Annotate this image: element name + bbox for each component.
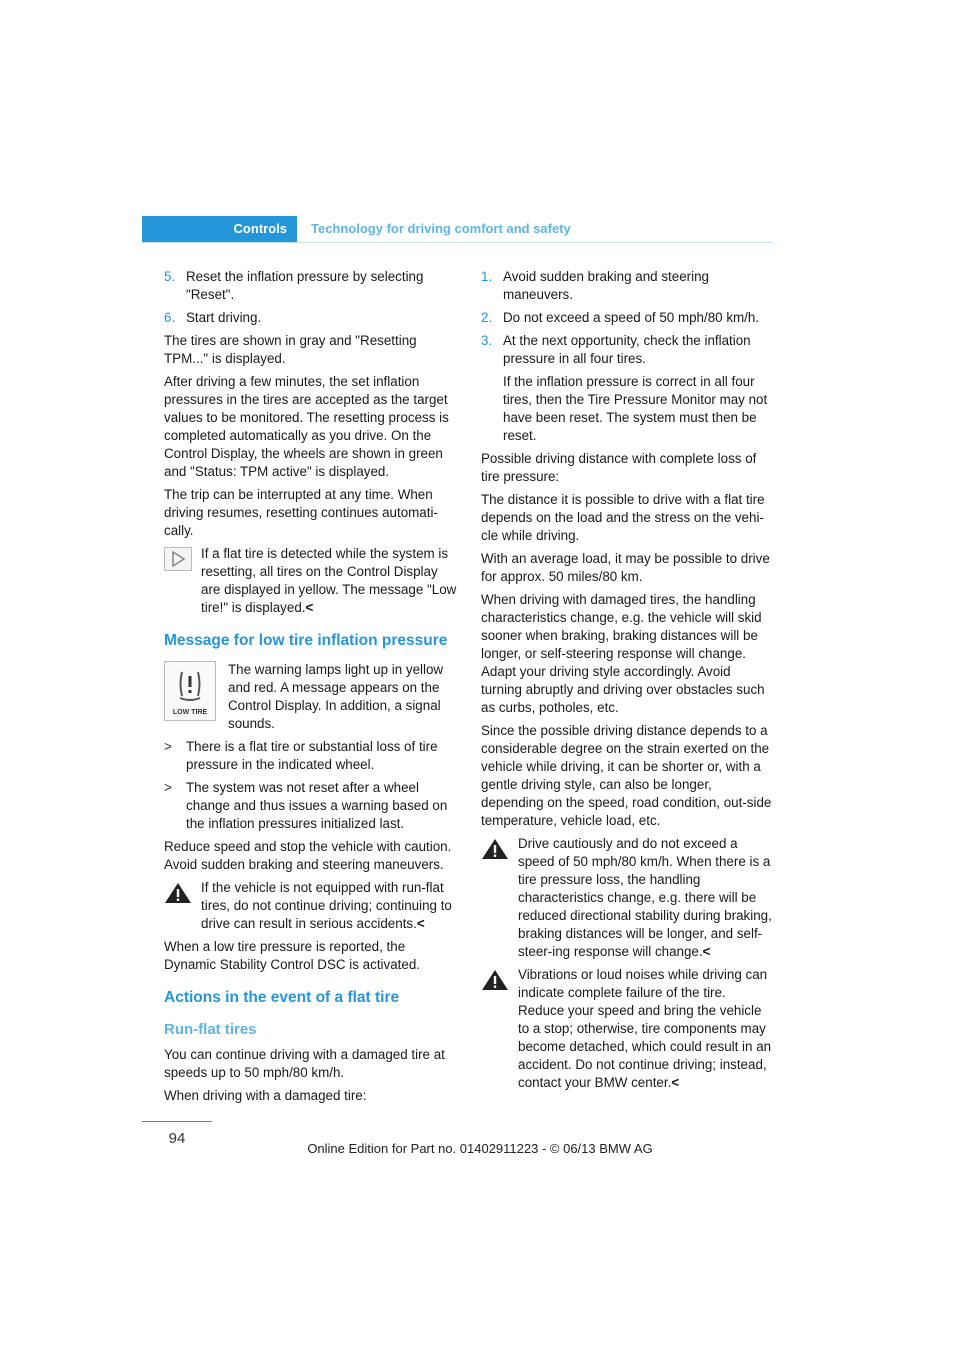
bullet-mark: > bbox=[164, 780, 172, 795]
paragraph: When driving with damaged tires, the handling characteristics change, e.g. the vehicle will skid sooner when braking, braking distances will be longer, or self-steering response will change. Adapt your driving style accordingly. Avoid turning abruptly and driving over obstacles such as curbs, potholes, etc. bbox=[481, 592, 765, 715]
paragraph: After driving a few minutes, the set inflation pressures in the tires are accepted as the target values to be monitored. The resetting process is completed automatically as you drive. On the Control Display, the wheels are shown in green and "Status: TPM active" is displayed. bbox=[164, 374, 449, 479]
bullet-item bbox=[164, 738, 459, 774]
left-column bbox=[164, 268, 459, 1110]
note-triangle-icon bbox=[164, 547, 192, 571]
step-text: Reset the inflation pressure by selecting "Reset". bbox=[186, 269, 424, 302]
warning-block bbox=[164, 879, 459, 933]
footer-rule bbox=[142, 1121, 212, 1122]
warning-triangle-icon bbox=[481, 837, 509, 861]
step-6 bbox=[164, 309, 459, 327]
low-tire-block bbox=[164, 661, 459, 733]
running-header bbox=[142, 216, 773, 243]
paragraph: Since the possible driving distance depends to a considerable degree on the strain exerted on the vehicle while driving, it can be shorter or, with a gentle driving style, can also be longer, depending on the speed, road condition, out-side temperature, vehicle load, etc. bbox=[481, 723, 772, 828]
bullet-text: The system was not reset after a wheel change and thus issues a warning based on the inflation pressures initialized last. bbox=[186, 780, 448, 831]
bullet-item bbox=[164, 779, 459, 833]
online-edition-footer: Online Edition for Part no. 01402911223 - © 06/13 BMW AG bbox=[307, 1141, 653, 1156]
paragraph: The distance it is possible to drive with a flat tire depends on the load and the stress on the vehi-cle while driving. bbox=[481, 492, 765, 543]
warning-triangle-icon bbox=[481, 968, 509, 992]
paragraph: With an average load, it may be possible to drive for approx. 50 miles/80 km. bbox=[481, 551, 770, 584]
note-block bbox=[164, 545, 459, 617]
end-mark: < bbox=[702, 944, 711, 959]
step-5 bbox=[164, 268, 459, 304]
low-tire-label: LOW TIRE bbox=[172, 709, 208, 716]
step-3-detail: If the inflation pressure is correct in all four tires, then the Tire Pressure Monitor may not have been reset. The system must then be reset. bbox=[503, 374, 768, 443]
step-1 bbox=[481, 268, 773, 304]
bullet-mark: > bbox=[164, 739, 172, 754]
step-number: 2. bbox=[481, 310, 493, 325]
step-text: Do not exceed a speed of 50 mph/80 km/h. bbox=[503, 310, 760, 325]
paragraph: You can continue driving with a damaged tire at speeds up to 50 mph/80 km/h. bbox=[164, 1047, 445, 1080]
paragraph: When driving with a damaged tire: bbox=[164, 1088, 367, 1103]
section-tab: Controls bbox=[142, 216, 297, 242]
paragraph: The trip can be interrupted at any time. When driving resumes, resetting continues automati-cally. bbox=[164, 487, 438, 538]
warning-text: If the vehicle is not equipped with run-flat tires, do not continue driving; continuing to drive can result in serious accidents. bbox=[201, 880, 452, 931]
end-mark: < bbox=[305, 600, 314, 615]
heading-actions-flat-tire: Actions in the event of a flat tire bbox=[164, 989, 400, 1006]
warning-triangle-icon bbox=[164, 881, 192, 905]
paragraph: Reduce speed and stop the vehicle with caution. Avoid sudden braking and steering maneuvers. bbox=[164, 839, 452, 872]
step-number: 1. bbox=[481, 269, 493, 284]
right-column bbox=[481, 268, 773, 1097]
note-text: If a flat tire is detected while the system is resetting, all tires on the Control Display are displayed in yellow. The message "Low tire!" is displayed. bbox=[201, 546, 457, 615]
bullet-text: There is a flat tire or substantial loss of tire pressure in the indicated wheel. bbox=[186, 739, 438, 772]
step-text: At the next opportunity, check the inflation pressure in all four tires. bbox=[503, 333, 751, 366]
warning-block bbox=[481, 966, 773, 1092]
warning-block bbox=[481, 835, 773, 961]
heading-low-pressure: Message for low tire inflation pressure bbox=[164, 632, 448, 649]
step-text: Avoid sudden braking and steering maneuvers. bbox=[503, 269, 709, 302]
paragraph: The tires are shown in gray and "Resetting TPM..." is displayed. bbox=[164, 333, 417, 366]
step-number: 6. bbox=[164, 310, 176, 325]
end-mark: < bbox=[416, 916, 425, 931]
low-tire-warning-icon bbox=[164, 661, 216, 721]
page-number: 94 bbox=[168, 1130, 186, 1147]
paragraph: When a low tire pressure is reported, the Dynamic Stability Control DSC is activated. bbox=[164, 939, 420, 972]
step-number: 3. bbox=[481, 333, 493, 348]
header-title: Technology for driving comfort and safety bbox=[311, 221, 571, 236]
warning-text: Vibrations or loud noises while driving can indicate complete failure of the tire. Reduce your speed and bring the vehicle to a stop; otherwise, tire components may become detached, which could result in an accident. Do not continue driving; instead, contact your BMW center. bbox=[518, 967, 772, 1090]
step-number: 5. bbox=[164, 269, 176, 284]
paragraph: Possible driving distance with complete loss of tire pressure: bbox=[481, 451, 757, 484]
step-text: Start driving. bbox=[186, 310, 262, 325]
heading-run-flat: Run-flat tires bbox=[164, 1021, 257, 1038]
step-3 bbox=[481, 332, 773, 368]
step-2 bbox=[481, 309, 773, 327]
end-mark: < bbox=[671, 1075, 680, 1090]
low-tire-text: The warning lamps light up in yellow and red. A message appears on the Control Display. In addition, a signal sounds. bbox=[228, 662, 444, 731]
warning-text: Drive cautiously and do not exceed a speed of 50 mph/80 km/h. When there is a tire pressure loss, the handling characteristics change, e.g. there will be reduced directional stability during braking, braking distances will be longer, and self-steer-ing response will change. bbox=[518, 836, 772, 959]
